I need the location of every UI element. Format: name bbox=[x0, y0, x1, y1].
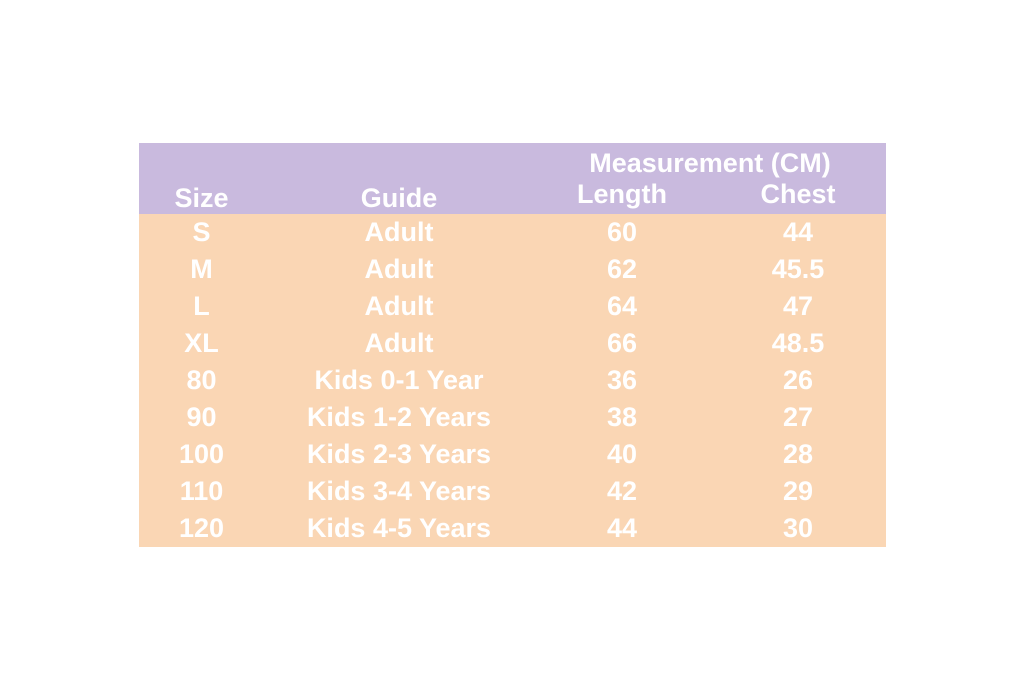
cell-chest: 45.5 bbox=[710, 251, 886, 288]
cell-guide: Adult bbox=[264, 251, 534, 288]
cell-length: 66 bbox=[534, 325, 710, 362]
table-row bbox=[139, 362, 886, 399]
cell-guide: Kids 1-2 Years bbox=[264, 399, 534, 436]
cell-length: 60 bbox=[534, 214, 710, 251]
cell-chest: 29 bbox=[710, 473, 886, 510]
table-header bbox=[139, 143, 886, 214]
cell-length: 64 bbox=[534, 288, 710, 325]
cell-guide: Adult bbox=[264, 288, 534, 325]
cell-size: 90 bbox=[139, 399, 264, 436]
cell-length: 40 bbox=[534, 436, 710, 473]
cell-size: 80 bbox=[139, 362, 264, 399]
cell-chest: 48.5 bbox=[710, 325, 886, 362]
cell-size: 100 bbox=[139, 436, 264, 473]
cell-length: 36 bbox=[534, 362, 710, 399]
cell-chest: 30 bbox=[710, 510, 886, 547]
table-body bbox=[139, 214, 886, 547]
column-header-measurement-group: Measurement (CM) bbox=[534, 143, 886, 179]
cell-guide: Kids 4-5 Years bbox=[264, 510, 534, 547]
cell-size: 110 bbox=[139, 473, 264, 510]
cell-guide: Kids 2-3 Years bbox=[264, 436, 534, 473]
header-row-primary bbox=[139, 143, 886, 179]
cell-size: M bbox=[139, 251, 264, 288]
size-chart-container bbox=[139, 143, 886, 547]
table-row bbox=[139, 473, 886, 510]
table-row bbox=[139, 510, 886, 547]
cell-chest: 27 bbox=[710, 399, 886, 436]
column-header-guide: Guide bbox=[264, 143, 534, 214]
cell-guide: Kids 3-4 Years bbox=[264, 473, 534, 510]
cell-guide: Kids 0-1 Year bbox=[264, 362, 534, 399]
cell-size: XL bbox=[139, 325, 264, 362]
cell-chest: 26 bbox=[710, 362, 886, 399]
table-row bbox=[139, 214, 886, 251]
size-chart-table bbox=[139, 143, 886, 547]
cell-chest: 28 bbox=[710, 436, 886, 473]
cell-guide: Adult bbox=[264, 325, 534, 362]
cell-guide: Adult bbox=[264, 214, 534, 251]
table-row bbox=[139, 325, 886, 362]
cell-size: 120 bbox=[139, 510, 264, 547]
cell-length: 44 bbox=[534, 510, 710, 547]
column-header-length: Length bbox=[534, 179, 710, 214]
cell-size: L bbox=[139, 288, 264, 325]
table-row bbox=[139, 399, 886, 436]
column-header-chest: Chest bbox=[710, 179, 886, 214]
column-header-size: Size bbox=[139, 143, 264, 214]
cell-length: 38 bbox=[534, 399, 710, 436]
cell-length: 62 bbox=[534, 251, 710, 288]
cell-chest: 47 bbox=[710, 288, 886, 325]
cell-size: S bbox=[139, 214, 264, 251]
table-row bbox=[139, 251, 886, 288]
table-row bbox=[139, 436, 886, 473]
cell-chest: 44 bbox=[710, 214, 886, 251]
table-row bbox=[139, 288, 886, 325]
cell-length: 42 bbox=[534, 473, 710, 510]
